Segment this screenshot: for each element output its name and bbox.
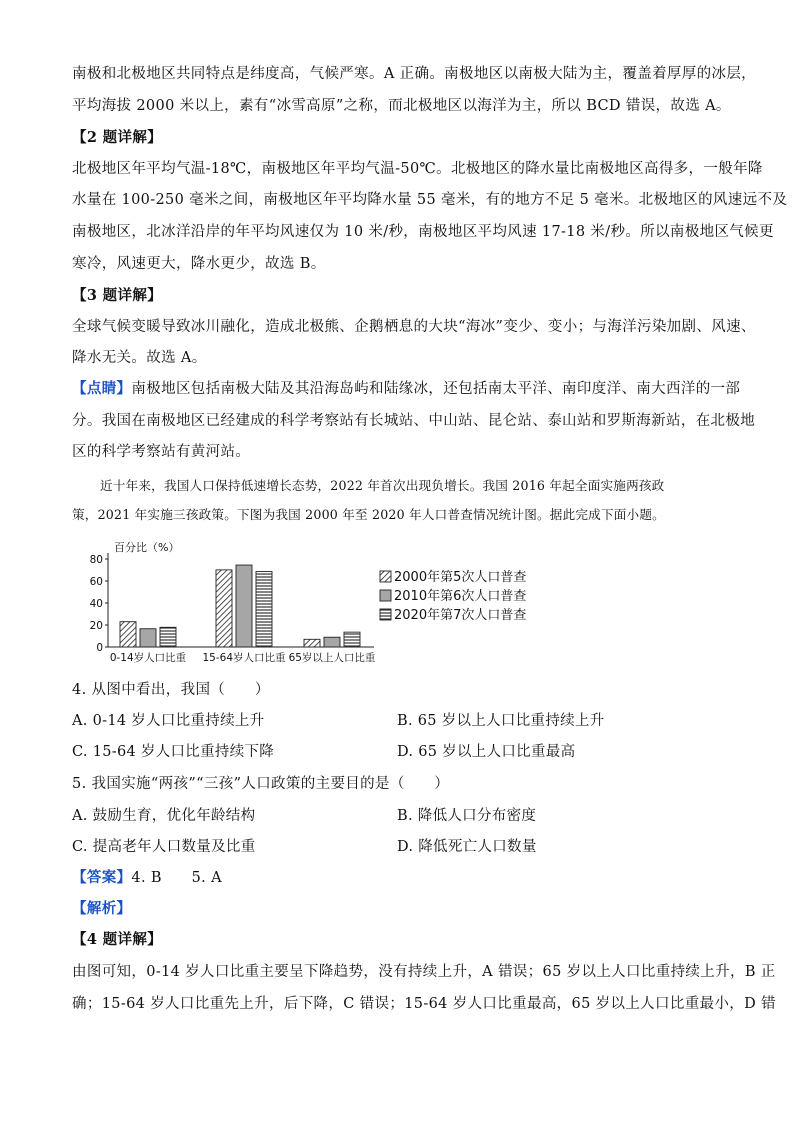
x-tick-label: 15-64岁人口比重 [202,652,286,664]
paragraph-line: 分。我国在南极地区已经建成的科学考察站有长城站、中山站、昆仑站、泰山站和罗斯海新站，在北极地 [72,413,756,429]
y-tick-label: 20 [89,620,103,632]
paragraph-line: 全球气候变暖导致冰川融化，造成北极熊、企鹅栖息的大块“海冰”变少、变小；与海洋污染加剧、风速、 [72,319,756,335]
q4-option-c[interactable]: C. 15-64 岁人口比重持续下降 [72,744,275,760]
paragraph-line: 水量在 100-250 毫米之间，南极地区年平均降水量 55 毫米，有的地方不足 5 毫米。北极地区的风速远不及 [72,192,788,208]
q4-option-d[interactable]: D. 65 岁以上人口比重最高 [397,744,576,760]
bar [304,639,320,647]
q4-option-a[interactable]: A. 0-14 岁人口比重持续上升 [72,713,265,729]
legend-label: 2000年第5次人口普查 [394,570,527,585]
bar [344,632,360,647]
section-heading: 【4 题详解】 [72,931,163,948]
paragraph-line: 降水无关。故选 A。 [72,350,207,366]
bar [160,627,176,647]
bar [236,565,252,647]
tip-label: 【点睛】 [72,380,132,397]
legend-swatch [380,571,391,582]
question-5: 5. 我国实施“两孩”“三孩”人口政策的主要目的是（ ） [72,776,450,792]
y-tick-label: 80 [89,554,103,566]
q5-option-c[interactable]: C. 提高老年人口数量及比重 [72,839,256,855]
intro-line: 策，2021 年实施三孩政策。下图为我国 2000 年至 2020 年人口普查情况统计图。据此完成下面小题。 [72,507,665,522]
legend-swatch [380,609,391,620]
intro-line: 近十年来，我国人口保持低速增长态势，2022 年首次出现负增长。我国 2016 年起全面实施两孩政 [100,478,665,493]
x-tick-label: 0-14岁人口比重 [109,652,187,664]
legend-label: 2010年第6次人口普查 [394,589,527,604]
answer-label: 【答案】 [72,869,132,886]
q5-option-a[interactable]: A. 鼓励生育，优化年龄结构 [72,808,256,824]
paragraph-line: 区的科学考察站有黄河站。 [72,444,251,460]
paragraph-line: 寒冷，风速更大，降水更少，故选 B。 [72,256,326,272]
y-tick-label: 0 [96,642,103,654]
x-tick-label: 65岁以上人口比重 [288,652,376,664]
answer-line [72,868,732,888]
paragraph-line: 南极地区，北冰洋沿岸的年平均风速仅为 10 米/秒，南极地区平均风速 17-18 米/秒。所以南极地区气候更 [72,224,774,240]
bar [120,622,136,647]
census-bar-chart [84,537,544,665]
tip-text: 南极地区包括南极大陆及其沿海岛屿和陆缘冰，还包括南太平洋、南印度洋、南大西洋的一部 [131,381,741,397]
y-tick-label: 40 [89,598,103,610]
bar [256,572,272,647]
q5-option-d[interactable]: D. 降低死亡人口数量 [397,839,537,855]
q5-option-b[interactable]: B. 降低人口分布密度 [397,808,537,824]
question-4: 4. 从图中看出，我国（ ） [72,682,270,698]
paragraph-line: 确；15-64 岁人口比重先上升，后下降，C 错误；15-64 岁人口比重最高，65 岁以上人口比重最小，D 错 [72,996,776,1012]
answer-text: 4. B 5. A [131,870,222,886]
bar [140,629,156,647]
tip-paragraph [72,379,741,399]
analysis-label: 【解析】 [72,900,132,917]
section-heading: 【3 题详解】 [72,287,163,304]
paragraph-line: 南极和北极地区共同特点是纬度高，气候严寒。A 正确。南极地区以南极大陆为主，覆盖着厚厚的冰层， [72,66,757,82]
y-axis-label: 百分比（%） [114,541,180,554]
y-tick-label: 60 [89,576,103,588]
bar [324,637,340,647]
legend-swatch [380,590,391,601]
section-heading: 【2 题详解】 [72,129,163,146]
q4-option-b[interactable]: B. 65 岁以上人口比重持续上升 [397,713,605,729]
bar [216,570,232,647]
paragraph-line: 由图可知，0-14 岁人口比重主要呈下降趋势，没有持续上升，A 错误；65 岁以上人口比重持续上升，B 正 [72,964,776,980]
legend-label: 2020年第7次人口普查 [394,608,527,623]
paragraph-line: 北极地区年平均气温-18℃，南极地区年平均气温-50℃。北极地区的降水量比南极地区高得多，一般年降 [72,161,763,177]
paragraph-line: 平均海拔 2000 米以上，素有“冰雪高原”之称，而北极地区以海洋为主，所以 BCD 错误，故选 A。 [72,98,731,114]
